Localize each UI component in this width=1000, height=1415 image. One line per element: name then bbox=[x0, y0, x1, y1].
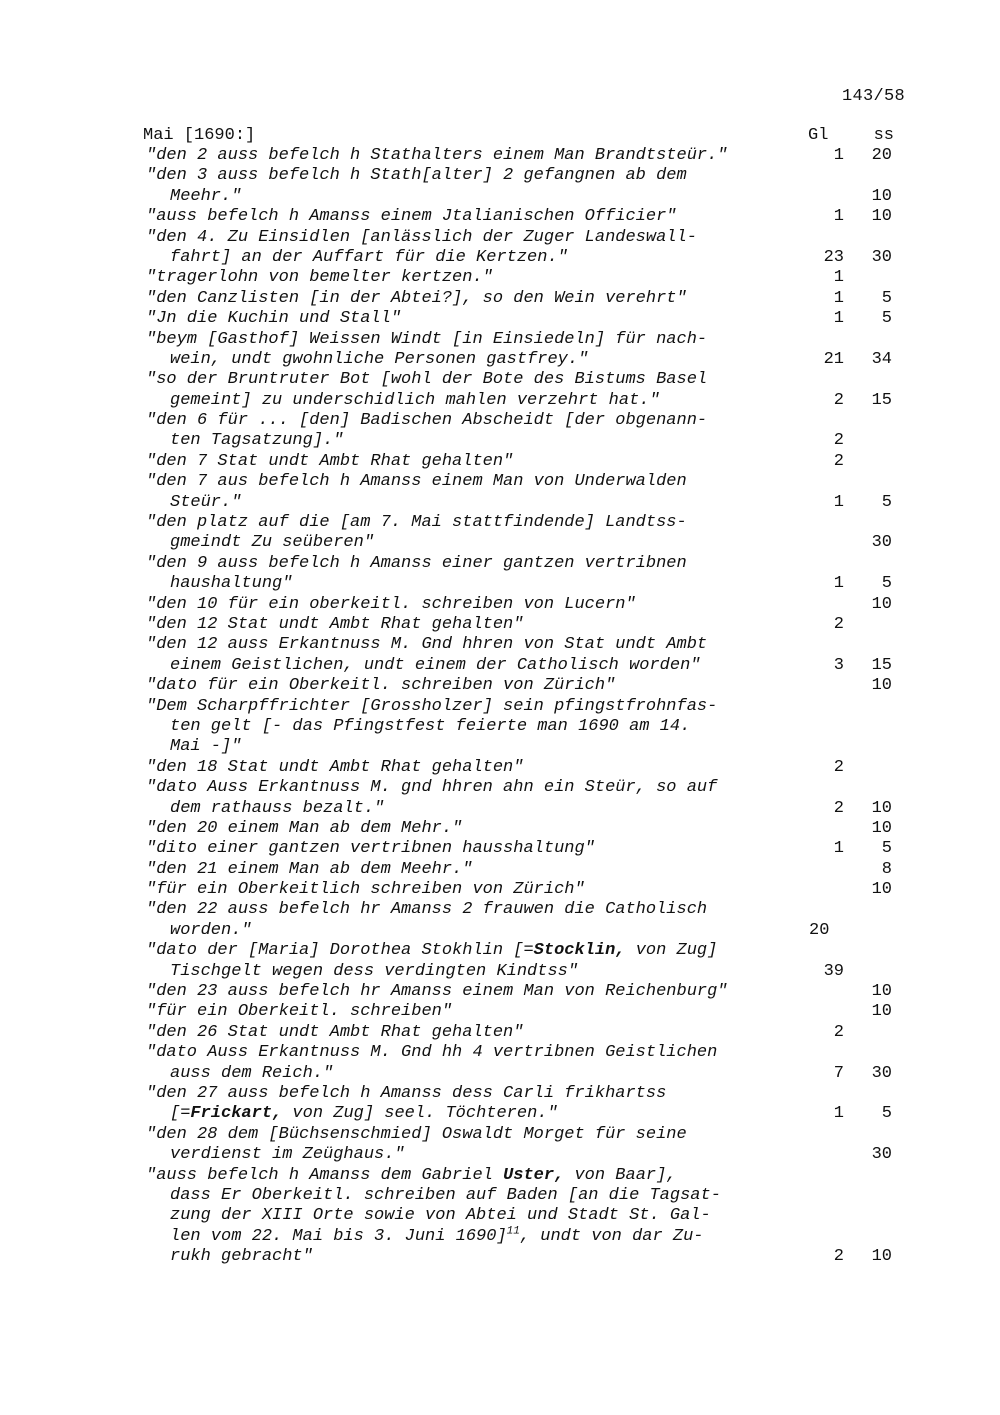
entry-text: haushaltung" bbox=[170, 574, 293, 594]
entry-text: "den 26 Stat undt Ambt Rhat gehalten" bbox=[146, 1022, 524, 1042]
ledger-line bbox=[0, 615, 1000, 635]
entry-text: worden." bbox=[170, 920, 252, 940]
entry-text: "den 3 auss befelch h Stath[alter] 2 gefangnen ab dem bbox=[146, 166, 687, 186]
entry-text: "den 7 Stat undt Ambt Rhat gehalten" bbox=[146, 451, 514, 471]
entry-text: "für ein Oberkeitlich schreiben von Zürich" bbox=[146, 880, 585, 900]
entry-text bbox=[170, 1227, 704, 1247]
amount-gl: 2 bbox=[833, 390, 844, 410]
ledger-line bbox=[0, 941, 1000, 961]
amount-ss: 34 bbox=[871, 349, 892, 369]
entry-text: einem Geistlichen, undt einem der Catholisch worden" bbox=[170, 655, 701, 675]
amount-ss: 10 bbox=[871, 818, 892, 838]
entry-text: "den 18 Stat undt Ambt Rhat gehalten" bbox=[146, 757, 524, 777]
name-highlight: Stocklin, bbox=[533, 941, 626, 961]
amount-ss: 30 bbox=[871, 247, 892, 267]
entry-text: gemeint] zu underschidlich mahlen verzehrt hat." bbox=[170, 390, 660, 410]
entry-text: auss dem Reich." bbox=[170, 1063, 334, 1083]
ledger-line bbox=[0, 452, 1000, 472]
entry-text: dem rathauss bezalt." bbox=[170, 798, 385, 818]
ledger-line bbox=[0, 1227, 1000, 1247]
amount-ss: 30 bbox=[871, 1063, 892, 1083]
ledger-line bbox=[0, 962, 1000, 982]
ledger-line bbox=[0, 493, 1000, 513]
ledger-line bbox=[0, 1104, 1000, 1124]
entry-text: zung der XIII Orte sowie von Abtei und Stadt St. Gal- bbox=[170, 1206, 711, 1226]
amount-ss: 8 bbox=[881, 859, 892, 879]
ledger-line bbox=[0, 207, 1000, 227]
entry-text: "beym [Gasthof] Weissen Windt [in Einsiedeln] für nach- bbox=[146, 329, 708, 349]
entry-text: "Jn die Kuchin und Stall" bbox=[146, 309, 402, 329]
ledger-line bbox=[0, 1206, 1000, 1226]
ledger-line bbox=[0, 268, 1000, 288]
ledger-line bbox=[0, 228, 1000, 248]
ledger-line bbox=[0, 574, 1000, 594]
entry-text: "den 10 für ein oberkeitl. schreiben von Lucern" bbox=[146, 594, 636, 614]
amount-gl: 2 bbox=[833, 1022, 844, 1042]
entry-text: ten Tagsatzung]." bbox=[170, 431, 344, 451]
entry-text-post: von Baar], bbox=[564, 1165, 677, 1185]
entry-text: "Dem Scharpffrichter [Grossholzer] sein pfingstfrohnfas- bbox=[146, 696, 718, 716]
amount-gl: 23 bbox=[823, 247, 844, 267]
entry-text: "den 4. Zu Einsidlen [anlässlich der Zuger Landeswall- bbox=[146, 227, 697, 247]
amount-gl: 2 bbox=[833, 798, 844, 818]
amount-ss: 10 bbox=[871, 207, 892, 227]
amount-gl: 2 bbox=[833, 431, 844, 451]
ledger-line bbox=[0, 1043, 1000, 1063]
ledger-line bbox=[0, 921, 1000, 941]
ledger-line bbox=[0, 839, 1000, 859]
amount-ss: 10 bbox=[871, 798, 892, 818]
entry-text: dass Er Oberkeitl. schreiben auf Baden [an die Tagsat- bbox=[170, 1185, 721, 1205]
amount-gl: 7 bbox=[833, 1063, 844, 1083]
ledger-line bbox=[0, 309, 1000, 329]
entry-text-post: von Zug] bbox=[625, 941, 718, 961]
ledger-line bbox=[0, 554, 1000, 574]
amount-ss: 5 bbox=[881, 309, 892, 329]
entry-text: ten gelt [- das Pfingstfest feierte man 1690 am 14. bbox=[170, 716, 691, 736]
entry-text: "den 2 auss befelch h Stathalters einem Man Brandtsteür." bbox=[146, 146, 728, 165]
ledger-line bbox=[0, 717, 1000, 737]
month-heading: Mai [1690:] bbox=[143, 126, 256, 145]
amount-gl: 3 bbox=[833, 655, 844, 675]
footnote-ref: 11 bbox=[506, 1225, 520, 1238]
ledger-line bbox=[0, 289, 1000, 309]
entry-text: Tischgelt wegen dess verdingten Kindtss" bbox=[170, 961, 579, 981]
amount-gl: 2 bbox=[833, 451, 844, 471]
ledger-line bbox=[0, 187, 1000, 207]
amount-ss: 5 bbox=[881, 492, 892, 512]
ledger-line bbox=[0, 758, 1000, 778]
entry-text: "den Canzlisten [in der Abtei?], so den Wein verehrt" bbox=[146, 288, 687, 308]
entry-text: "den 21 einem Man ab dem Meehr." bbox=[146, 859, 473, 879]
entry-text: "den 9 auss befelch h Amanss einer gantzen vertribnen bbox=[146, 553, 687, 573]
amount-ss: 10 bbox=[871, 1002, 892, 1022]
entry-text: rukh gebracht" bbox=[170, 1247, 313, 1267]
entry-text: "den platz auf die [am 7. Mai stattfindende] Landtss- bbox=[146, 513, 687, 533]
ledger-line bbox=[0, 1002, 1000, 1022]
ledger-line bbox=[0, 1084, 1000, 1104]
entry-text: "den 23 auss befelch hr Amanss einem Man von Reichenburg" bbox=[146, 982, 728, 1002]
entry-text bbox=[146, 1166, 677, 1186]
entry-text-post: von Zug] seel. Töchteren." bbox=[282, 1104, 558, 1124]
entry-text-pre: [= bbox=[170, 1104, 191, 1124]
amount-ss: 5 bbox=[881, 574, 892, 594]
entry-text: fahrt] an der Auffart für die Kertzen." bbox=[170, 247, 568, 267]
entry-text: "den 20 einem Man ab dem Mehr." bbox=[146, 818, 463, 838]
ledger-line bbox=[0, 900, 1000, 920]
amount-gl: 1 bbox=[833, 839, 844, 859]
entry-text: wein, undt gwohnliche Personen gastfrey." bbox=[170, 349, 589, 369]
amount-ss: 5 bbox=[881, 1104, 892, 1124]
amount-gl: 1 bbox=[833, 268, 844, 288]
table-header bbox=[0, 126, 1000, 146]
entry-text: "dato Auss Erkantnuss M. Gnd hh 4 vertribnen Geistlichen bbox=[146, 1043, 718, 1063]
entry-text: "den 27 auss befelch h Amanss dess Carli frikhartss bbox=[146, 1083, 667, 1103]
entry-text: "auss befelch h Amanss einem Jtalianischen Officier" bbox=[146, 207, 677, 227]
entry-text: "für ein Oberkeitl. schreiben" bbox=[146, 1002, 453, 1022]
ledger-line bbox=[0, 248, 1000, 268]
amount-ss: 5 bbox=[881, 839, 892, 859]
ledger-line bbox=[0, 391, 1000, 411]
ledger-line bbox=[0, 778, 1000, 798]
amount-gl: 2 bbox=[833, 614, 844, 634]
amount-gl: 1 bbox=[833, 492, 844, 512]
ledger-line bbox=[0, 1125, 1000, 1145]
ledger-line bbox=[0, 982, 1000, 1002]
ledger-line bbox=[0, 513, 1000, 533]
column-header-ss: ss bbox=[873, 126, 894, 145]
ledger-line bbox=[0, 819, 1000, 839]
ledger-line bbox=[0, 533, 1000, 553]
ledger-line bbox=[0, 595, 1000, 615]
entry-text bbox=[146, 941, 717, 961]
ledger-line bbox=[0, 697, 1000, 717]
ledger-line bbox=[0, 635, 1000, 655]
amount-ss: 10 bbox=[871, 982, 892, 1002]
entry-text: "den 12 auss Erkantnuss M. Gnd hhren von Stat undt Ambt bbox=[146, 635, 708, 655]
ledger-lines bbox=[0, 146, 1000, 1267]
ledger-line bbox=[0, 431, 1000, 451]
ledger-line bbox=[0, 370, 1000, 390]
name-highlight: Frickart, bbox=[190, 1104, 283, 1124]
entry-text: verdienst im Zeüghaus." bbox=[170, 1145, 405, 1165]
entry-text: "den 6 für ... [den] Badischen Abscheidt [der obgenann- bbox=[146, 411, 708, 431]
amount-gl: 2 bbox=[833, 757, 844, 777]
ledger-line bbox=[0, 737, 1000, 757]
amount-gl: 1 bbox=[833, 288, 844, 308]
amount-gl: 1 bbox=[833, 1104, 844, 1124]
amount-gl: 1 bbox=[833, 574, 844, 594]
entry-text: Mai -]" bbox=[170, 737, 242, 757]
amount-gl: 1 bbox=[833, 207, 844, 227]
ledger-line bbox=[0, 860, 1000, 880]
ledger-line bbox=[0, 880, 1000, 900]
amount-ss: 10 bbox=[871, 1247, 892, 1267]
ledger-line bbox=[0, 166, 1000, 186]
ledger-line bbox=[0, 472, 1000, 492]
entry-text: "dato für ein Oberkeitl. schreiben von Zürich" bbox=[146, 676, 616, 696]
entry-text-pre: "auss befelch h Amanss dem Gabriel bbox=[146, 1165, 504, 1185]
entry-text bbox=[170, 1104, 558, 1124]
entry-text-pre: len vom 22. Mai bis 3. Juni 1690] bbox=[170, 1226, 507, 1246]
ledger-line bbox=[0, 1247, 1000, 1267]
amount-ss: 15 bbox=[871, 390, 892, 410]
amount-gl: 21 bbox=[823, 349, 844, 369]
page-number: 143/58 bbox=[841, 87, 905, 106]
amount-gl: 1 bbox=[833, 309, 844, 329]
entry-text: "so der Bruntruter Bot [wohl der Bote des Bistums Basel bbox=[146, 370, 708, 390]
entry-text: "den 22 auss befelch hr Amanss 2 frauwen die Catholisch bbox=[146, 900, 708, 920]
amount-gl: 20 bbox=[809, 920, 830, 940]
ledger-line bbox=[0, 1145, 1000, 1165]
name-highlight: Uster, bbox=[503, 1165, 565, 1185]
entry-text: "den 12 Stat undt Ambt Rhat gehalten" bbox=[146, 614, 524, 634]
amount-ss: 10 bbox=[871, 676, 892, 696]
amount-ss: 10 bbox=[871, 594, 892, 614]
entry-text: gmeindt Zu seüberen" bbox=[170, 533, 375, 553]
entry-text: "tragerlohn von bemelter kertzen." bbox=[146, 268, 493, 288]
entry-text: Meehr." bbox=[170, 186, 242, 206]
entry-text: "den 7 aus befelch h Amanss einem Man von Underwalden bbox=[146, 472, 687, 492]
amount-ss: 20 bbox=[871, 146, 892, 165]
ledger-line bbox=[0, 1186, 1000, 1206]
amount-gl: 39 bbox=[823, 961, 844, 981]
entry-text-post: , undt von dar Zu- bbox=[519, 1226, 704, 1246]
ledger-line bbox=[0, 1166, 1000, 1186]
ledger-line bbox=[0, 1023, 1000, 1043]
ledger-line bbox=[0, 146, 1000, 166]
ledger-line bbox=[0, 799, 1000, 819]
amount-ss: 10 bbox=[871, 880, 892, 900]
amount-ss: 5 bbox=[881, 288, 892, 308]
amount-ss: 10 bbox=[871, 186, 892, 206]
ledger-line bbox=[0, 411, 1000, 431]
column-header-gl: Gl bbox=[808, 126, 829, 145]
amount-ss: 30 bbox=[871, 1145, 892, 1165]
ledger-line bbox=[0, 330, 1000, 350]
amount-gl: 2 bbox=[833, 1247, 844, 1267]
ledger-line bbox=[0, 1064, 1000, 1084]
entry-text: "dato Auss Erkantnuss M. gnd hhren ahn ein Steür, so auf bbox=[146, 778, 718, 798]
entry-text-pre: "dato der [Maria] Dorothea Stokhlin [= bbox=[146, 941, 534, 961]
entry-text: Steür." bbox=[170, 492, 242, 512]
amount-ss: 30 bbox=[871, 533, 892, 553]
entry-text: "den 28 dem [Büchsenschmied] Oswaldt Morget für seine bbox=[146, 1124, 687, 1144]
amount-gl: 1 bbox=[833, 146, 844, 165]
entry-text: "dito einer gantzen vertribnen hausshaltung" bbox=[146, 839, 595, 859]
ledger-line bbox=[0, 656, 1000, 676]
amount-ss: 15 bbox=[871, 655, 892, 675]
ledger-line bbox=[0, 676, 1000, 696]
ledger-line bbox=[0, 350, 1000, 370]
